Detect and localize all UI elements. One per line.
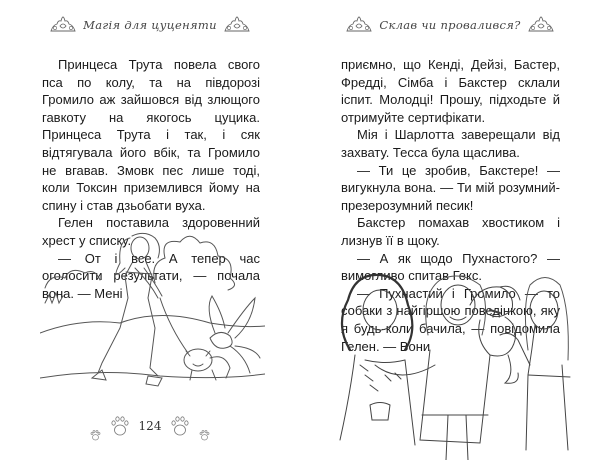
paragraph: — А як щодо Пухнастого? — вимогливо спитав Гекс. — [341, 250, 560, 284]
illustration-three-girls-with-puppy — [330, 265, 575, 460]
paragraph: Бакстер помахав хвостиком і лизнув її в щоку. — [341, 215, 560, 248]
paragraph: Принцеса Трута повела свого пса по колу, та на півдорозі Громило аж зайшовся від злющого гавкоту на якогось цуцика. Принцеса Трута і так, і сяк відтягувала його вбік, та Громило не вгавав. Змовк пес лише тоді, коли Токсин приземлився йому на спину і став дзьобати вуха. — [42, 57, 260, 213]
tiara-icon — [49, 16, 77, 34]
page-number: 124 — [138, 419, 162, 433]
page-footer — [0, 415, 300, 441]
right-page — [300, 0, 600, 461]
right-running-header — [300, 14, 600, 36]
running-head: Магія для цуценяти — [83, 18, 217, 32]
running-head: Склав чи провалився? — [379, 18, 521, 32]
left-running-header — [0, 14, 300, 36]
tiara-icon — [345, 16, 373, 34]
paragraph: Гелен поставила здоровенний хрест у списку. — [42, 215, 260, 248]
paw-print-icon — [90, 429, 101, 441]
paw-print-icon — [111, 415, 129, 437]
paw-print-icon — [171, 415, 189, 437]
paragraph: приємно, що Кенді, Дейзі, Бастер, Фредді, Сімба і Бакстер склали іспит. Молодці! Прошу, підходьте й отримуйте сертифікати. — [341, 57, 560, 125]
paragraph: — Ти це зробив, Бакстере! — вигукнула вона. — Ти мій розумний-презерозумний песик! — [341, 162, 560, 213]
tiara-icon — [223, 16, 251, 34]
paragraph: — Пухнастий і Громило — то собаки з найгіршою поведінкою, яку я будь-коли бачила, — повідомила Гелен. — Вони — [341, 285, 560, 354]
paragraph: — От і все. А тепер час оголосити результати, — почала вона. — Мені — [42, 250, 260, 301]
paragraph: Мія і Шарлотта заверещали від захвату. Тесса була щаслива. — [341, 127, 560, 160]
tiara-icon — [527, 16, 555, 34]
illustration-girl-walking-bulldog-with-bird — [40, 228, 265, 388]
paw-print-icon — [199, 429, 210, 441]
